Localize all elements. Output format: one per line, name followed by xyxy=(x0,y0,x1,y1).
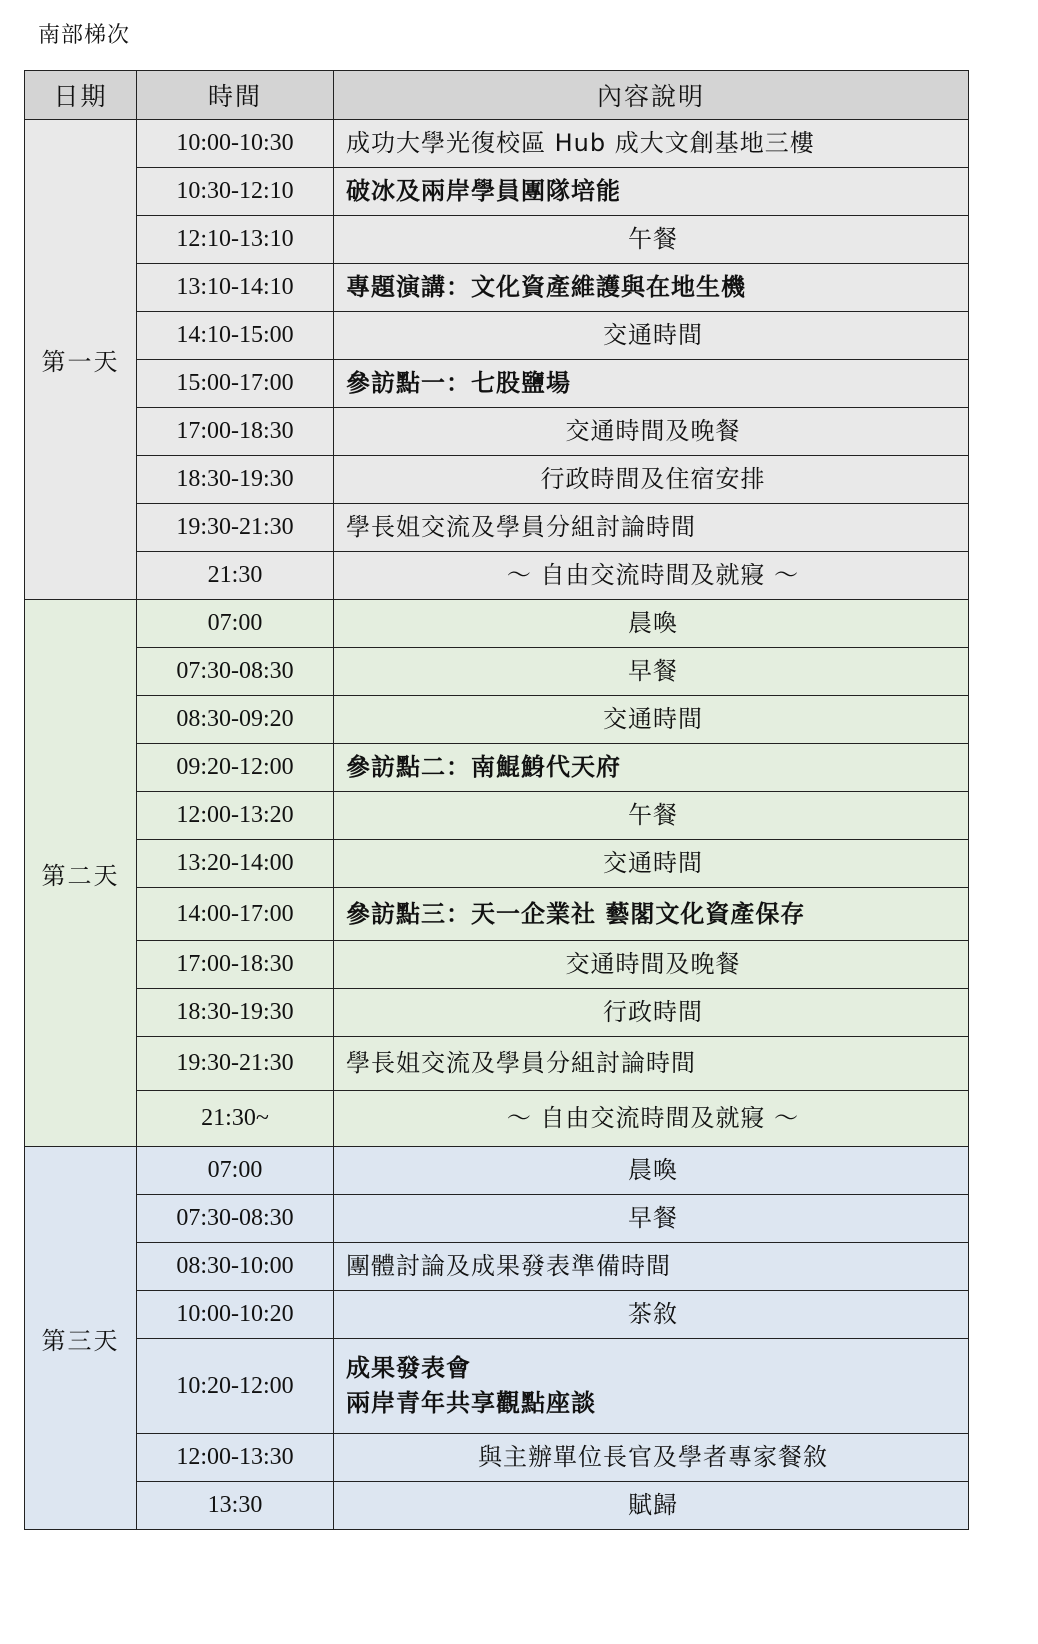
content-cell xyxy=(334,120,969,168)
schedule-row xyxy=(25,216,969,264)
schedule-row xyxy=(25,312,969,360)
content-line: 晨喚 xyxy=(628,609,678,638)
schedule-row xyxy=(25,1091,969,1147)
schedule-row xyxy=(25,1291,969,1339)
schedule-row xyxy=(25,168,969,216)
content-cell xyxy=(334,941,969,989)
time-cell: 08:30-10:00 xyxy=(137,1243,334,1291)
schedule-row xyxy=(25,264,969,312)
time-cell: 12:00-13:20 xyxy=(137,792,334,840)
content-line: ～ 自由交流時間及就寢 ～ xyxy=(506,561,800,590)
time-cell: 09:20-12:00 xyxy=(137,744,334,792)
schedule-row xyxy=(25,552,969,600)
schedule-row xyxy=(25,1147,969,1195)
day-label: 第三天 xyxy=(25,1147,137,1530)
content-cell xyxy=(334,744,969,792)
content-line: 學長姐交流及學員分組討論時間 xyxy=(346,1049,696,1078)
content-line: 早餐 xyxy=(628,657,678,686)
content-cell xyxy=(334,1482,969,1530)
schedule-row xyxy=(25,456,969,504)
content-cell xyxy=(334,312,969,360)
time-cell: 12:00-13:30 xyxy=(137,1434,334,1482)
time-cell: 08:30-09:20 xyxy=(137,696,334,744)
content-cell xyxy=(334,168,969,216)
time-cell: 13:30 xyxy=(137,1482,334,1530)
time-cell: 21:30 xyxy=(137,552,334,600)
content-line: 交通時間 xyxy=(603,321,703,350)
content-line: 破冰及兩岸學員團隊培能 xyxy=(346,177,621,206)
content-cell xyxy=(334,216,969,264)
content-cell xyxy=(334,360,969,408)
schedule-row xyxy=(25,696,969,744)
schedule-row xyxy=(25,360,969,408)
content-cell xyxy=(334,1434,969,1482)
content-line: 參訪點三：天一企業社 藝閣文化資產保存 xyxy=(346,899,806,928)
content-line: 午餐 xyxy=(628,225,678,254)
content-line: 賦歸 xyxy=(628,1491,678,1520)
time-cell: 07:30-08:30 xyxy=(137,648,334,696)
content-line: 專題演講：文化資產維護與在地生機 xyxy=(346,273,746,302)
content-cell xyxy=(334,989,969,1037)
content-line: 參訪點二：南鯤鯓代天府 xyxy=(346,753,621,782)
content-cell xyxy=(334,840,969,888)
content-line: 行政時間及住宿安排 xyxy=(540,465,766,494)
content-cell xyxy=(334,648,969,696)
page-caption: 南部梯次 xyxy=(38,23,131,48)
content-line: 晨喚 xyxy=(628,1156,678,1185)
content-line: 參訪點一：七股鹽場 xyxy=(346,369,571,398)
content-line: 行政時間 xyxy=(603,998,703,1027)
content-line: 與主辦單位長官及學者專家餐敘 xyxy=(478,1443,828,1472)
schedule-row xyxy=(25,1195,969,1243)
content-line: 交通時間 xyxy=(603,705,703,734)
time-cell: 12:10-13:10 xyxy=(137,216,334,264)
time-cell: 10:30-12:10 xyxy=(137,168,334,216)
time-cell: 07:30-08:30 xyxy=(137,1195,334,1243)
schedule-row xyxy=(25,744,969,792)
content-cell xyxy=(334,600,969,648)
content-line: 交通時間及晚餐 xyxy=(565,950,741,979)
content-cell xyxy=(334,552,969,600)
schedule-table xyxy=(24,70,969,1530)
content-line: 成功大學光復校區 Hub 成大文創基地三樓 xyxy=(346,129,815,158)
time-cell: 07:00 xyxy=(137,1147,334,1195)
content-cell xyxy=(334,456,969,504)
content-line: 午餐 xyxy=(628,801,678,830)
schedule-row xyxy=(25,1434,969,1482)
time-cell: 14:10-15:00 xyxy=(137,312,334,360)
schedule-row xyxy=(25,648,969,696)
content-cell xyxy=(334,1147,969,1195)
schedule-row xyxy=(25,840,969,888)
content-line: 兩岸青年共享觀點座談 xyxy=(346,1389,596,1417)
time-cell: 07:00 xyxy=(137,600,334,648)
schedule-row xyxy=(25,888,969,941)
header-time: 時間 xyxy=(137,71,334,120)
schedule-row xyxy=(25,1339,969,1434)
time-cell: 17:00-18:30 xyxy=(137,941,334,989)
schedule-row xyxy=(25,1482,969,1530)
header-row xyxy=(25,71,969,120)
time-cell: 18:30-19:30 xyxy=(137,989,334,1037)
content-cell xyxy=(334,1339,969,1434)
time-cell: 10:00-10:30 xyxy=(137,120,334,168)
content-cell xyxy=(334,264,969,312)
content-line: 成果發表會 xyxy=(346,1354,471,1383)
time-cell: 17:00-18:30 xyxy=(137,408,334,456)
content-line: 茶敘 xyxy=(628,1300,678,1329)
schedule-row xyxy=(25,120,969,168)
time-cell: 15:00-17:00 xyxy=(137,360,334,408)
content-line: 團體討論及成果發表準備時間 xyxy=(346,1252,671,1281)
day-label: 第二天 xyxy=(25,600,137,1147)
content-line: 交通時間 xyxy=(603,849,703,878)
time-cell: 19:30-21:30 xyxy=(137,504,334,552)
schedule-row xyxy=(25,792,969,840)
content-line: ～ 自由交流時間及就寢 ～ xyxy=(506,1104,800,1133)
content-line: 學長姐交流及學員分組討論時間 xyxy=(346,513,696,542)
schedule-row xyxy=(25,408,969,456)
content-cell xyxy=(334,408,969,456)
schedule-row xyxy=(25,941,969,989)
content-cell xyxy=(334,1243,969,1291)
time-cell: 13:10-14:10 xyxy=(137,264,334,312)
time-cell: 21:30~ xyxy=(137,1091,334,1147)
time-cell: 10:20-12:00 xyxy=(137,1339,334,1434)
content-line: 交通時間及晚餐 xyxy=(565,417,741,446)
content-cell xyxy=(334,696,969,744)
time-cell: 13:20-14:00 xyxy=(137,840,334,888)
header-date: 日期 xyxy=(25,71,137,120)
content-cell xyxy=(334,888,969,941)
schedule-row xyxy=(25,600,969,648)
schedule-row xyxy=(25,989,969,1037)
schedule-row xyxy=(25,1243,969,1291)
content-cell xyxy=(334,1091,969,1147)
time-cell: 19:30-21:30 xyxy=(137,1037,334,1091)
day-label: 第一天 xyxy=(25,120,137,600)
content-line: 早餐 xyxy=(628,1204,678,1233)
content-cell xyxy=(334,1195,969,1243)
content-cell xyxy=(334,1291,969,1339)
time-cell: 10:00-10:20 xyxy=(137,1291,334,1339)
header-content: 內容說明 xyxy=(334,71,969,120)
schedule-body xyxy=(25,120,969,1530)
content-cell xyxy=(334,1037,969,1091)
schedule-row xyxy=(25,1037,969,1091)
time-cell: 14:00-17:00 xyxy=(137,888,334,941)
time-cell: 18:30-19:30 xyxy=(137,456,334,504)
content-cell xyxy=(334,792,969,840)
schedule-row xyxy=(25,504,969,552)
content-cell xyxy=(334,504,969,552)
